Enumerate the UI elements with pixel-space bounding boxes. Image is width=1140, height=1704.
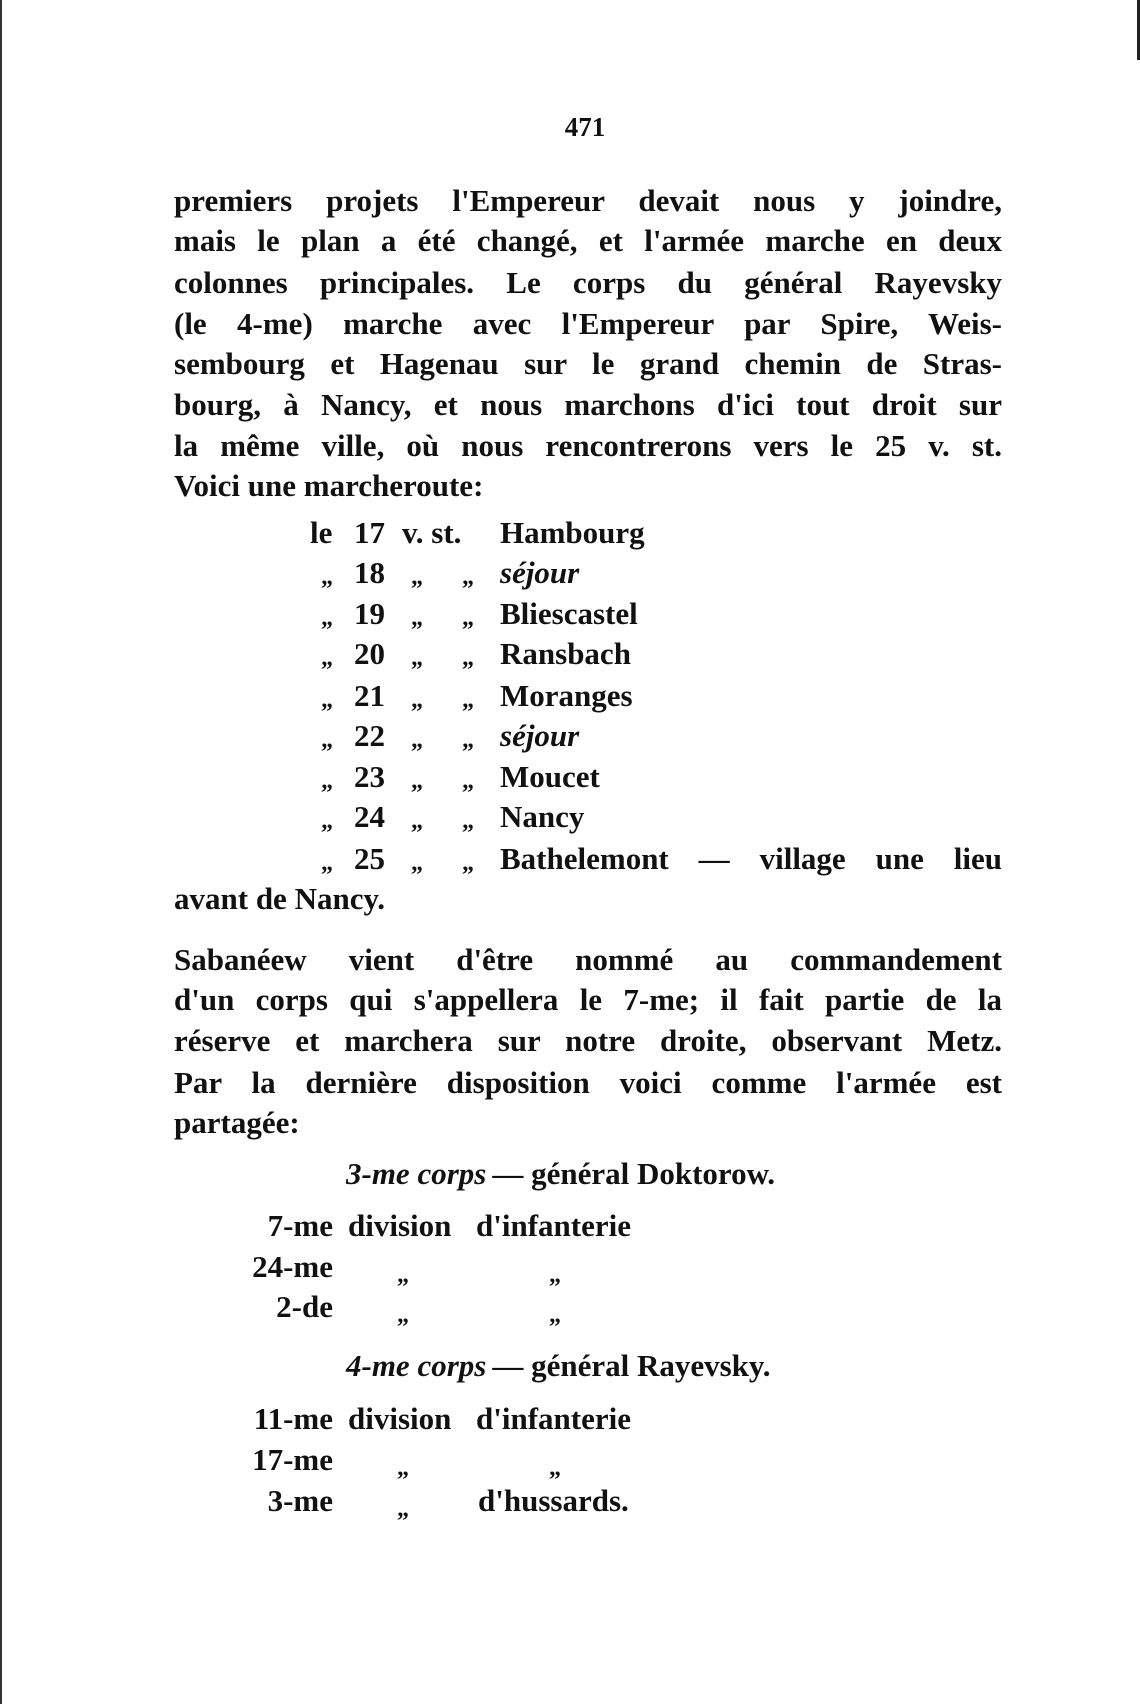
text-line: bourg, à Nancy, et nous marchons d'ici tout droit sur [174, 387, 1002, 422]
itinerary-day: 21 [354, 678, 385, 713]
ditto-mark: „ [462, 850, 474, 876]
page-number: 471 [564, 112, 606, 142]
ditto-mark: „ [462, 808, 474, 834]
itinerary-day: 23 [354, 759, 385, 794]
ditto-mark: „ [411, 605, 423, 631]
ditto-mark: „ [462, 645, 474, 671]
corps-heading [346, 1156, 775, 1192]
ditto-mark: „ [411, 645, 423, 671]
ditto-mark: „ [411, 564, 423, 590]
corps-name: 3-me corps [346, 1156, 487, 1191]
itinerary-place: Bliescastel [500, 596, 638, 631]
unit-ordinal: 3-me [267, 1483, 333, 1518]
ditto-mark: „ [462, 768, 474, 794]
ditto-mark: „ [321, 564, 333, 590]
text-line: premiers projets l'Empereur devait nous y joindre, [174, 183, 1002, 218]
ditto-mark: „ [462, 605, 474, 631]
ditto-mark: „ [549, 1455, 561, 1481]
ditto-mark: „ [397, 1302, 409, 1328]
unit-ordinal: 2-de [276, 1289, 333, 1324]
itinerary-place: Moranges [500, 678, 633, 713]
ditto-mark: „ [321, 605, 333, 631]
itinerary-place: Hambourg [500, 515, 645, 550]
ditto-mark: „ [462, 727, 474, 753]
unit-ordinal: 7-me [267, 1208, 333, 1243]
ditto-mark: „ [549, 1302, 561, 1328]
corps-heading [346, 1348, 770, 1384]
itinerary-day: 25 [354, 841, 385, 876]
scan-border-left [0, 0, 2, 1704]
ditto-mark: „ [411, 850, 423, 876]
ditto-mark: „ [549, 1262, 561, 1288]
corps-general: — général Rayevsky. [492, 1348, 771, 1383]
ditto-mark: „ [321, 645, 333, 671]
itinerary-place: Moucet [500, 759, 600, 794]
text-line: mais le plan a été changé, et l'armée marche en deux [174, 223, 1002, 258]
ditto-mark: „ [462, 687, 474, 713]
itinerary-day: 22 [354, 718, 385, 753]
itinerary-place: Nancy [500, 799, 585, 834]
unit-type: division [348, 1208, 452, 1243]
ditto-mark: „ [321, 850, 333, 876]
text-line: sembourg et Hagenau sur le grand chemin de Stras- [174, 346, 1002, 381]
text-line: d'un corps qui s'appellera le 7-me; il fait partie de la [174, 982, 1002, 1017]
ditto-mark: „ [411, 808, 423, 834]
corps-general: — général Doktorow. [492, 1156, 776, 1191]
itinerary-place: séjour [500, 555, 580, 590]
text-line: (le 4-me) marche avec l'Empereur par Spire, Weis- [174, 306, 1002, 341]
ditto-mark: „ [411, 768, 423, 794]
ditto-mark: „ [321, 768, 333, 794]
text-line: la même ville, où nous rencontrerons vers le 25 v. st. [174, 428, 1002, 463]
itinerary-day: 24 [354, 799, 385, 834]
itinerary-prefix: le [310, 515, 333, 550]
ditto-mark: „ [397, 1455, 409, 1481]
itinerary-unit: v. st. [402, 515, 462, 550]
itinerary-day: 18 [354, 555, 385, 590]
unit-branch: d'hussards. [478, 1483, 629, 1518]
ditto-mark: „ [411, 727, 423, 753]
text-line: partagée: [174, 1105, 300, 1140]
text-line: réserve et marchera sur notre droite, observant Metz. [174, 1023, 1002, 1058]
text-line: colonnes principales. Le corps du général Rayevsky [174, 265, 1002, 300]
ditto-mark: „ [321, 808, 333, 834]
ditto-mark: „ [397, 1262, 409, 1288]
text-line: Sabanéew vient d'être nommé au commandement [174, 942, 1002, 977]
itinerary-place: séjour [500, 718, 580, 753]
itinerary-day: 19 [354, 596, 385, 631]
itinerary-place: Ransbach [500, 636, 631, 671]
ditto-mark: „ [321, 687, 333, 713]
ditto-mark: „ [397, 1496, 409, 1522]
ditto-mark: „ [411, 687, 423, 713]
unit-ordinal: 17-me [252, 1442, 333, 1477]
unit-ordinal: 24-me [252, 1249, 333, 1284]
itinerary-day: 17 [354, 515, 385, 550]
unit-ordinal: 11-me [253, 1401, 333, 1436]
ditto-mark: „ [321, 727, 333, 753]
unit-type: division [348, 1401, 452, 1436]
ditto-mark: „ [462, 564, 474, 590]
text-line: Par la dernière disposition voici comme l'armée est [174, 1065, 1002, 1100]
unit-branch: d'infanterie [476, 1401, 631, 1436]
itinerary-day: 20 [354, 636, 385, 671]
itinerary-place: Bathelemont — village une lieu [500, 841, 1002, 876]
unit-branch: d'infanterie [476, 1208, 631, 1243]
corps-name: 4-me corps [346, 1348, 487, 1383]
itinerary-continuation: avant de Nancy. [174, 881, 385, 916]
text-line: Voici une marcheroute: [174, 468, 484, 503]
